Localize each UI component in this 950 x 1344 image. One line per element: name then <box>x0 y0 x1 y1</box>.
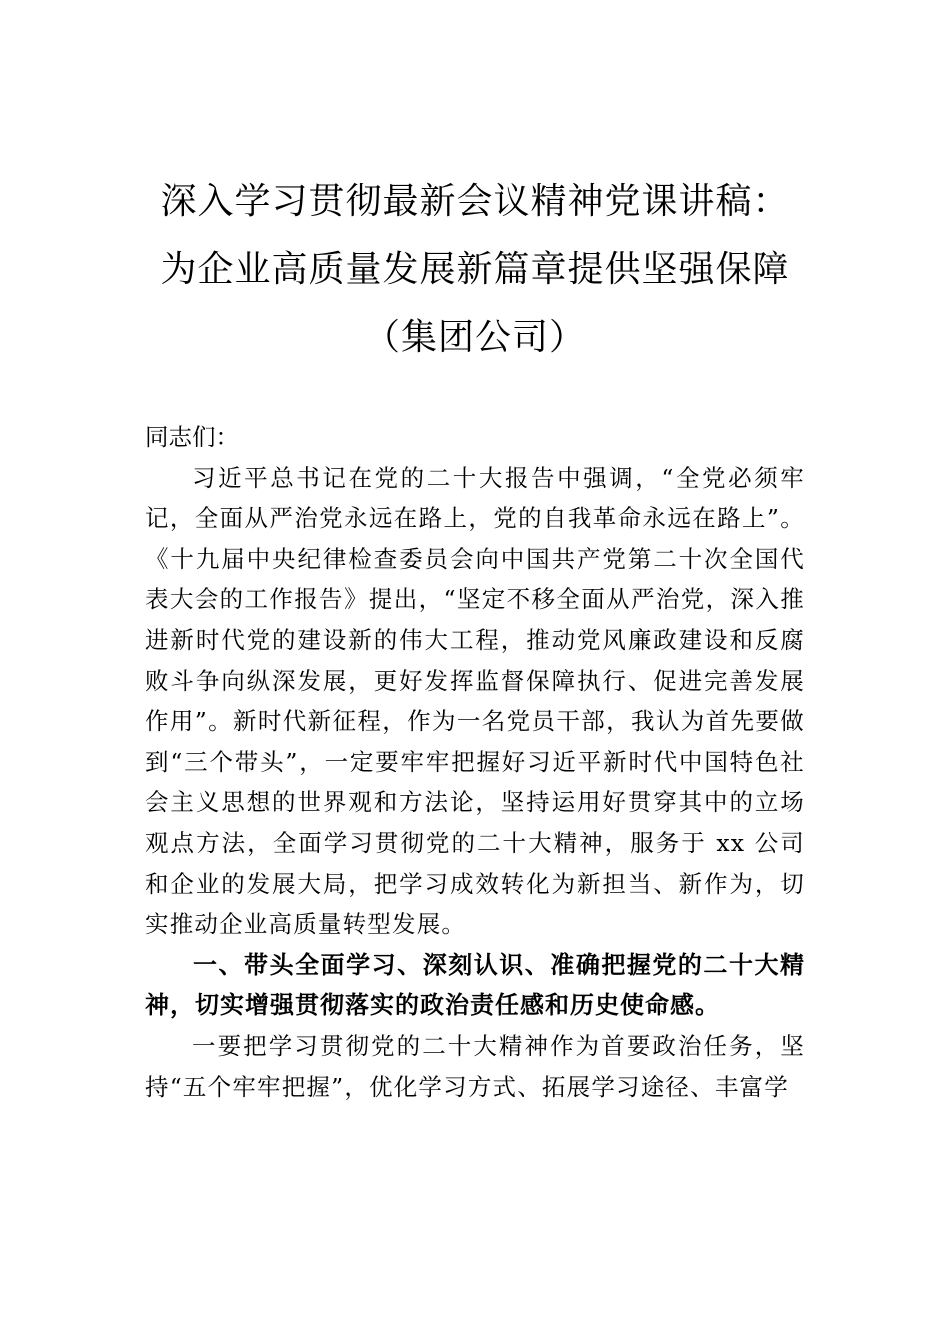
document-body <box>145 417 805 1107</box>
document-title <box>120 168 830 372</box>
title-line-1: 深入学习贯彻最新会议精神党课讲稿： <box>160 181 790 222</box>
salutation: 同志们： <box>145 423 239 451</box>
title-line-2: 为企业高质量发展新篇章提供坚强保障 <box>160 249 790 290</box>
intro-paragraph: 习近平总书记在党的二十大报告中强调，“全党必须牢记，全面从严治党永远在路上，党的自我革命永远在路上”。《十九届中央纪律检查委员会向中国共产党第二十次全国代表大会的工作报告》提出，“坚定不移全面从严治党，深入推进新时代党的建设新的伟大工程，推动党风廉政建设和反腐败斗争向纵深发展，更好发挥监督保障执行、促进完善发展作用”。新时代新征程，作为一名党员干部，我认为首先要做到“三个带头”，一定要牢牢把握好习近平新时代中国特色社会主义思想的世界观和方法论，坚持运用好贯穿其中的立场观点方法，全面学习贯彻党的二十大精神，服务于 xx 公司和企业的发展大局，把学习成效转化为新担当、新作为，切实推动企业高质量转型发展。 <box>145 463 805 939</box>
section-1-heading: 一、带头全面学习、深刻认识、准确把握党的二十大精神，切实增强贯彻落实的政治责任感和历史使命感。 <box>145 950 805 1020</box>
section-1-paragraph: 一要把学习贯彻党的二十大精神作为首要政治任务，坚持“五个牢牢把握”，优化学习方式、拓展学习途径、丰富学 <box>145 1031 805 1101</box>
title-line-3: （集团公司） <box>363 317 586 358</box>
